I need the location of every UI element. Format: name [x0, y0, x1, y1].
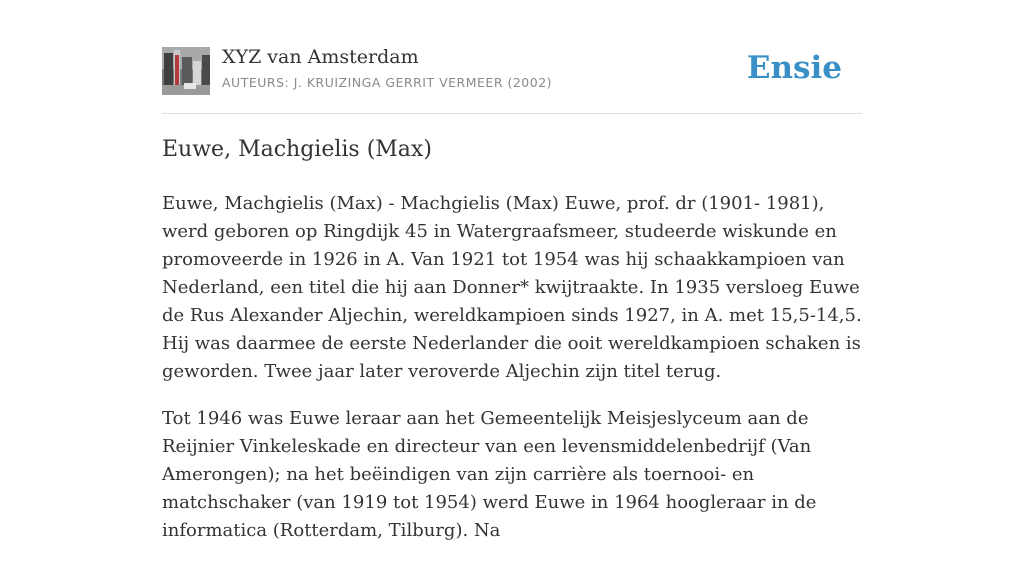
header-divider [162, 113, 862, 114]
ensie-logo[interactable]: Ensie [746, 50, 842, 86]
article-title: Euwe, Machgielis (Max) [162, 137, 432, 162]
source-authors: AUTEURS: J. KRUIZINGA GERRIT VERMEER (2002) [222, 75, 553, 90]
article-body [162, 190, 862, 564]
source-title[interactable]: XYZ van Amsterdam [222, 46, 419, 68]
source-thumbnail-image [162, 47, 210, 95]
source-avatar[interactable] [162, 47, 210, 95]
article-paragraph: Euwe, Machgielis (Max) - Machgielis (Max) Euwe, prof. dr (1901- 1981), werd geboren op Ringdijk 45 in Watergraafsmeer, studeerde wiskunde en promoveerde in 1926 in A. Van 1921 tot 1954 was hij schaakkampioen van Nederland, een titel die hij aan Donner* kwijtraakte. In 1935 versloeg Euwe de Rus Alexander Aljechin, wereldkampioen sinds 1927, in A. met 15,5-14,5. Hij was daarmee de eerste Nederlander die ooit wereldkampioen schaken is geworden. Twee jaar later veroverde Aljechin zijn titel terug. [162, 193, 862, 382]
source-header [162, 46, 862, 96]
article-paragraph: Tot 1946 was Euwe leraar aan het Gemeentelijk Meisjeslyceum aan de Reijnier Vinkeleskade en directeur van een levensmiddelenbedrijf (Van Amerongen); na het beëindigen van zijn carrière als toernooi- en matchschaker (van 1919 tot 1954) werd Euwe in 1964 hoogleraar in de informatica (Rotterdam, Tilburg). Na [162, 408, 817, 541]
